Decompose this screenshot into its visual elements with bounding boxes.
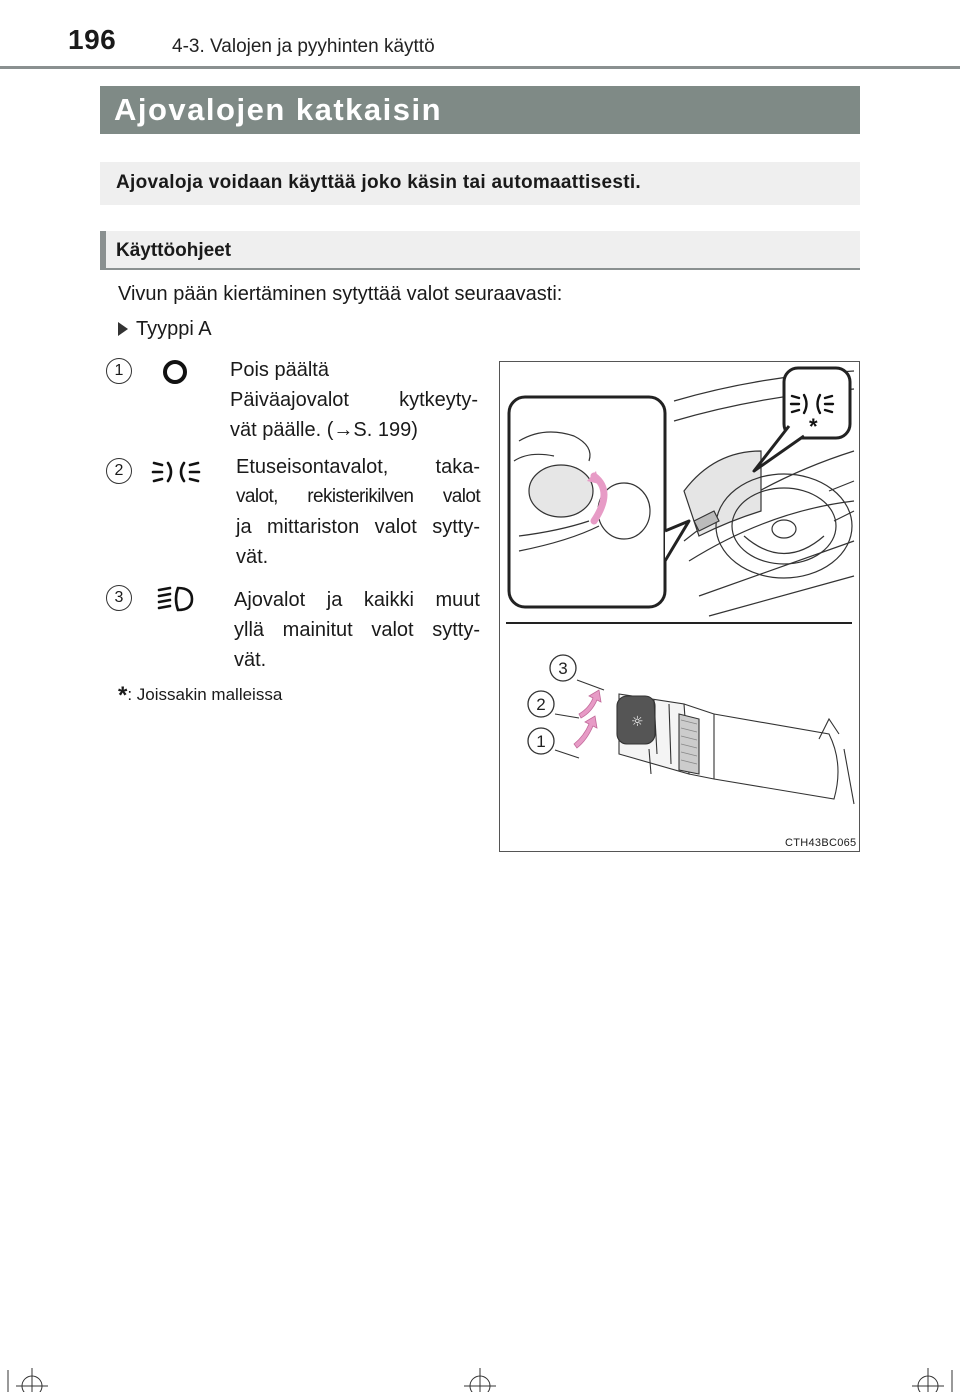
subheading-text: Käyttöohjeet (116, 240, 232, 261)
item-2-line-4: vät. (236, 546, 269, 568)
dashboard-illustration (499, 361, 860, 623)
footnote-marker: * (118, 682, 128, 709)
intro-text: Ajovaloja voidaan käyttää joko käsin tai automaattisesti. (116, 172, 641, 193)
item-2-line-1: Etuseisontavalot, taka- (236, 456, 480, 478)
parking-lights-icon (150, 457, 202, 487)
headlights-icon (156, 584, 200, 614)
item-2-text (236, 452, 480, 572)
page-number: 196 (68, 24, 117, 55)
item-number-1: 1 (106, 358, 132, 384)
item-2-line-2: valot, rekisterikilven valot (236, 486, 480, 507)
figure-asterisk: * (809, 414, 818, 439)
item-2-line-3: ja mittariston valot sytty- (236, 516, 480, 538)
footnote-text: : Joissakin malleissa (127, 685, 283, 704)
type-row (118, 318, 212, 341)
lead-text: Vivun pään kiertäminen sytyttää valot seuraavasti: (118, 283, 563, 305)
subheading (100, 231, 860, 270)
intro-box (100, 162, 860, 205)
callout-3: 3 (558, 659, 568, 678)
item-number-2: 2 (106, 458, 132, 484)
title-bar (100, 86, 860, 134)
item-number-3: 3 (106, 585, 132, 611)
lever-illustration (499, 624, 860, 834)
item-1-line-1: Pois päältä (230, 359, 329, 381)
item-3-line-1: Ajovalot ja kaikki muut (234, 589, 480, 611)
type-label: Tyyppi A (136, 318, 212, 340)
item-1-line-2: Päiväajovalot kytkeyty- (230, 389, 478, 411)
item-1-line-3: vät päälle. (→S. 199) (230, 419, 418, 441)
item-3-line-2: yllä mainitut valot sytty- (234, 619, 480, 641)
auto-symbol-icon: ☼ (631, 714, 644, 730)
bullet-triangle-icon (118, 322, 128, 336)
callout-2: 2 (536, 695, 546, 714)
item-3-line-3: vät. (234, 649, 267, 671)
crop-marks (0, 1360, 960, 1392)
item-1-text (230, 355, 478, 445)
header-divider (0, 66, 960, 69)
figure-code: CTH43BC065 (785, 837, 857, 849)
section-title: 4-3. Valojen ja pyyhinten käyttö (172, 36, 435, 57)
item-3-text (234, 585, 480, 675)
footnote (118, 682, 282, 710)
callout-1: 1 (536, 732, 546, 751)
page-title: Ajovalojen katkaisin (114, 92, 443, 127)
off-icon (160, 357, 190, 387)
